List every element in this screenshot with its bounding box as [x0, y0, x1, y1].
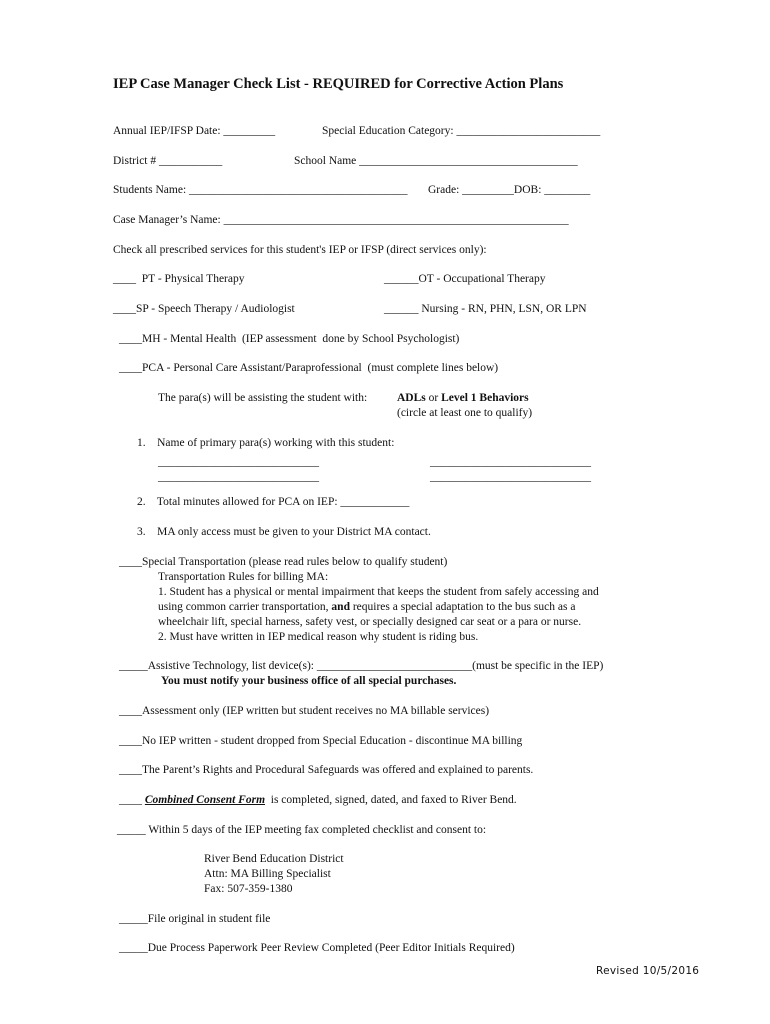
service-occupational-therapy: ______OT - Occupational Therapy	[384, 273, 546, 285]
file-original-item: _____File original in student file	[119, 913, 271, 925]
para-name-blank: ____________________________	[158, 456, 319, 468]
pca-assist-prefix: The para(s) will be assisting the student with:	[158, 392, 368, 404]
services-instructions: Check all prescribed services for this student's IEP or IFSP (direct services only):	[113, 244, 487, 256]
transportation-rule-2: 2. Must have written in IEP medical reason why student is riding bus.	[158, 631, 479, 643]
no-iep-item: ____No IEP written - student dropped from Special Education - discontinue MA billing	[119, 735, 523, 747]
combined-consent-item	[119, 793, 517, 808]
student-name-field: Students Name: ______________________________________	[113, 184, 408, 196]
para-name-blank: ____________________________	[430, 456, 591, 468]
address-line-1: River Bend Education District	[204, 853, 344, 865]
service-nursing: ______ Nursing - RN, PHN, LSN, OR LPN	[384, 303, 587, 315]
special-education-category-field: Special Education Category: _________________________	[322, 125, 601, 137]
revised-date: Revised 10/5/2016	[596, 965, 700, 977]
case-manager-name-field: Case Manager’s Name: ____________________________________________________________	[113, 214, 569, 226]
service-physical-therapy: ____ PT - Physical Therapy	[113, 273, 245, 285]
transportation-rule-1-end: wheelchair lift, special harness, safety vest, or specially designed car seat or a para or nurse.	[158, 616, 582, 628]
page-title: IEP Case Manager Check List - REQUIRED for Corrective Action Plans	[113, 76, 564, 92]
service-mental-health: ____MH - Mental Health (IEP assessment done by School Psychologist)	[119, 333, 460, 345]
para-name-blank: ____________________________	[430, 471, 591, 483]
grade-dob-field: Grade: _________DOB: ________	[428, 184, 591, 196]
transportation-rule-1: 1. Student has a physical or mental impairment that keeps the student from safely accessing and	[158, 586, 599, 598]
para-name-blank: ____________________________	[158, 471, 319, 483]
pca-assist-options	[397, 391, 529, 406]
service-speech-therapy: ____SP - Speech Therapy / Audiologist	[113, 303, 295, 315]
assessment-only-item: ____Assessment only (IEP written but student receives no MA billable services)	[119, 705, 490, 717]
school-name-field: School Name ______________________________________	[294, 155, 578, 167]
pca-item-total-minutes: 2. Total minutes allowed for PCA on IEP: ____________	[137, 496, 410, 508]
due-process-item: _____Due Process Paperwork Peer Review Completed (Peer Editor Initials Required)	[119, 942, 515, 954]
parents-rights-item: ____The Parent’s Rights and Procedural Safeguards was offered and explained to parents.	[119, 764, 534, 776]
and-emphasis: and	[331, 601, 350, 613]
address-line-2: Attn: MA Billing Specialist	[204, 868, 331, 880]
circle-note: (circle at least one to qualify)	[397, 407, 533, 419]
consent-suffix: is completed, signed, dated, and faxed to River Bend.	[265, 794, 517, 806]
rule-text: using common carrier transportation,	[158, 601, 332, 613]
fax-number: Fax: 507-359-1380	[204, 883, 293, 895]
combined-consent-form-title: Combined Consent Form	[144, 794, 266, 806]
level1-behaviors-option: Level 1 Behaviors	[441, 392, 529, 404]
pca-item-ma-access: 3. MA only access must be given to your District MA contact.	[137, 526, 431, 538]
annual-iep-date-field: Annual IEP/IFSP Date: _________	[113, 125, 276, 137]
within-5-days-item: _____ Within 5 days of the IEP meeting fax completed checklist and consent to:	[117, 824, 487, 836]
adls-option: ADLs	[397, 392, 426, 404]
consent-prefix: ____	[119, 794, 145, 806]
service-pca: ____PCA - Personal Care Assistant/Paraprofessional (must complete lines below)	[119, 362, 499, 374]
transportation-rules-title: Transportation Rules for billing MA:	[158, 571, 329, 583]
transportation-rule-1-cont	[158, 600, 575, 615]
pca-item-primary-para: 1. Name of primary para(s) working with this student:	[137, 437, 395, 449]
special-transportation-heading: ____Special Transportation (please read rules below to qualify student)	[119, 556, 448, 568]
assistive-technology-line: _____Assistive Technology, list device(s): ___________________________(must be specific in the IEP)	[119, 660, 604, 672]
rule-text: requires a special adaptation to the bus such as a	[349, 601, 576, 613]
district-number-field: District # ___________	[113, 155, 223, 167]
or-word: or	[428, 392, 439, 404]
business-office-notice: You must notify your business office of all special purchases.	[161, 675, 457, 687]
